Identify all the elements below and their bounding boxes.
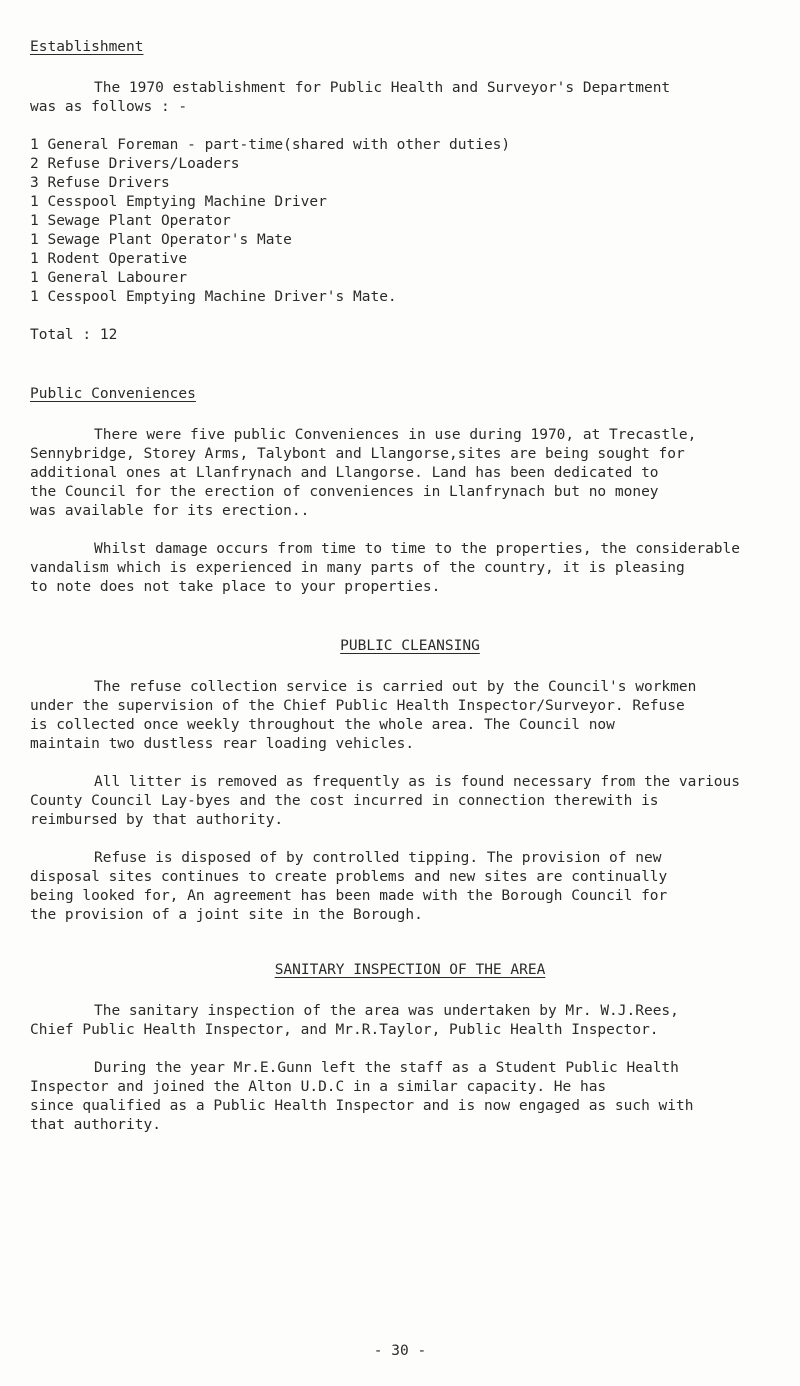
text-line: There were five public Conveniences in use during 1970, at Trecastle, xyxy=(94,427,697,443)
establishment-intro-line1: The 1970 establishment for Public Health and Surveyor's Department xyxy=(94,80,671,96)
text-line: The refuse collection service is carried out by the Council's workmen xyxy=(94,679,697,695)
public-cleansing-heading: PUBLIC CLEANSING xyxy=(340,638,480,654)
text-line: County Council Lay-byes and the cost incurred in connection therewith is xyxy=(30,793,659,809)
text-line: under the supervision of the Chief Public Health Inspector/Surveyor. Refuse xyxy=(30,698,685,714)
staff-item: 3 Refuse Drivers xyxy=(30,175,170,191)
establishment-intro-line2: was as follows : - xyxy=(30,99,188,115)
establishment-heading: Establishment xyxy=(30,39,144,55)
text-line: Chief Public Health Inspector, and Mr.R.Taylor, Public Health Inspector. xyxy=(30,1022,659,1038)
sanitary-inspection-paragraph-1 xyxy=(30,1002,790,1040)
public-conveniences-paragraph-1 xyxy=(30,426,790,521)
staff-item: 1 Sewage Plant Operator's Mate xyxy=(30,232,292,248)
text-line: Refuse is disposed of by controlled tipping. The provision of new xyxy=(94,850,662,866)
text-line: to note does not take place to your properties. xyxy=(30,579,441,595)
public-cleansing-paragraph-2 xyxy=(30,773,790,830)
text-line: since qualified as a Public Health Inspector and is now engaged as such with xyxy=(30,1098,694,1114)
text-line: Sennybridge, Storey Arms, Talybont and Llangorse,sites are being sought for xyxy=(30,446,685,462)
document-page xyxy=(30,38,790,1135)
staff-item: 1 Cesspool Emptying Machine Driver xyxy=(30,194,327,210)
text-line: disposal sites continues to create problems and new sites are continually xyxy=(30,869,668,885)
staff-item: 1 Rodent Operative xyxy=(30,251,188,267)
text-line: reimbursed by that authority. xyxy=(30,812,284,828)
text-line: that authority. xyxy=(30,1117,161,1133)
staff-item: 1 General Labourer xyxy=(30,270,188,286)
text-line: being looked for, An agreement has been made with the Borough Council for xyxy=(30,888,668,904)
text-line: was available for its erection.. xyxy=(30,503,310,519)
text-line: Whilst damage occurs from time to time to the properties, the considerable xyxy=(94,541,741,557)
public-conveniences-paragraph-2 xyxy=(30,540,790,597)
sanitary-inspection-heading: SANITARY INSPECTION OF THE AREA xyxy=(274,962,546,978)
staff-item: 1 Sewage Plant Operator xyxy=(30,213,231,229)
text-line: All litter is removed as frequently as is found necessary from the various xyxy=(94,774,741,790)
text-line: additional ones at Llanfrynach and Llangorse. Land has been dedicated to xyxy=(30,465,659,481)
staff-list xyxy=(30,136,790,307)
staff-item: 1 General Foreman - part-time(shared with other duties) xyxy=(30,137,511,153)
public-conveniences-heading: Public Conveniences xyxy=(30,386,196,402)
staff-item: 1 Cesspool Emptying Machine Driver's Mate. xyxy=(30,289,397,305)
staff-item: 2 Refuse Drivers/Loaders xyxy=(30,156,240,172)
text-line: the provision of a joint site in the Borough. xyxy=(30,907,423,923)
text-line: maintain two dustless rear loading vehicles. xyxy=(30,736,415,752)
text-line: is collected once weekly throughout the whole area. The Council now xyxy=(30,717,615,733)
text-line: Inspector and joined the Alton U.D.C in a similar capacity. He has xyxy=(30,1079,607,1095)
staff-total: Total : 12 xyxy=(30,327,118,343)
public-cleansing-paragraph-3 xyxy=(30,849,790,925)
text-line: The sanitary inspection of the area was undertaken by Mr. W.J.Rees, xyxy=(94,1003,679,1019)
text-line: During the year Mr.E.Gunn left the staff as a Student Public Health xyxy=(94,1060,679,1076)
text-line: vandalism which is experienced in many parts of the country, it is pleasing xyxy=(30,560,685,576)
public-cleansing-paragraph-1 xyxy=(30,678,790,754)
text-line: the Council for the erection of conveniences in Llanfrynach but no money xyxy=(30,484,659,500)
sanitary-inspection-paragraph-2 xyxy=(30,1059,790,1135)
page-number: - 30 - xyxy=(373,1343,427,1359)
